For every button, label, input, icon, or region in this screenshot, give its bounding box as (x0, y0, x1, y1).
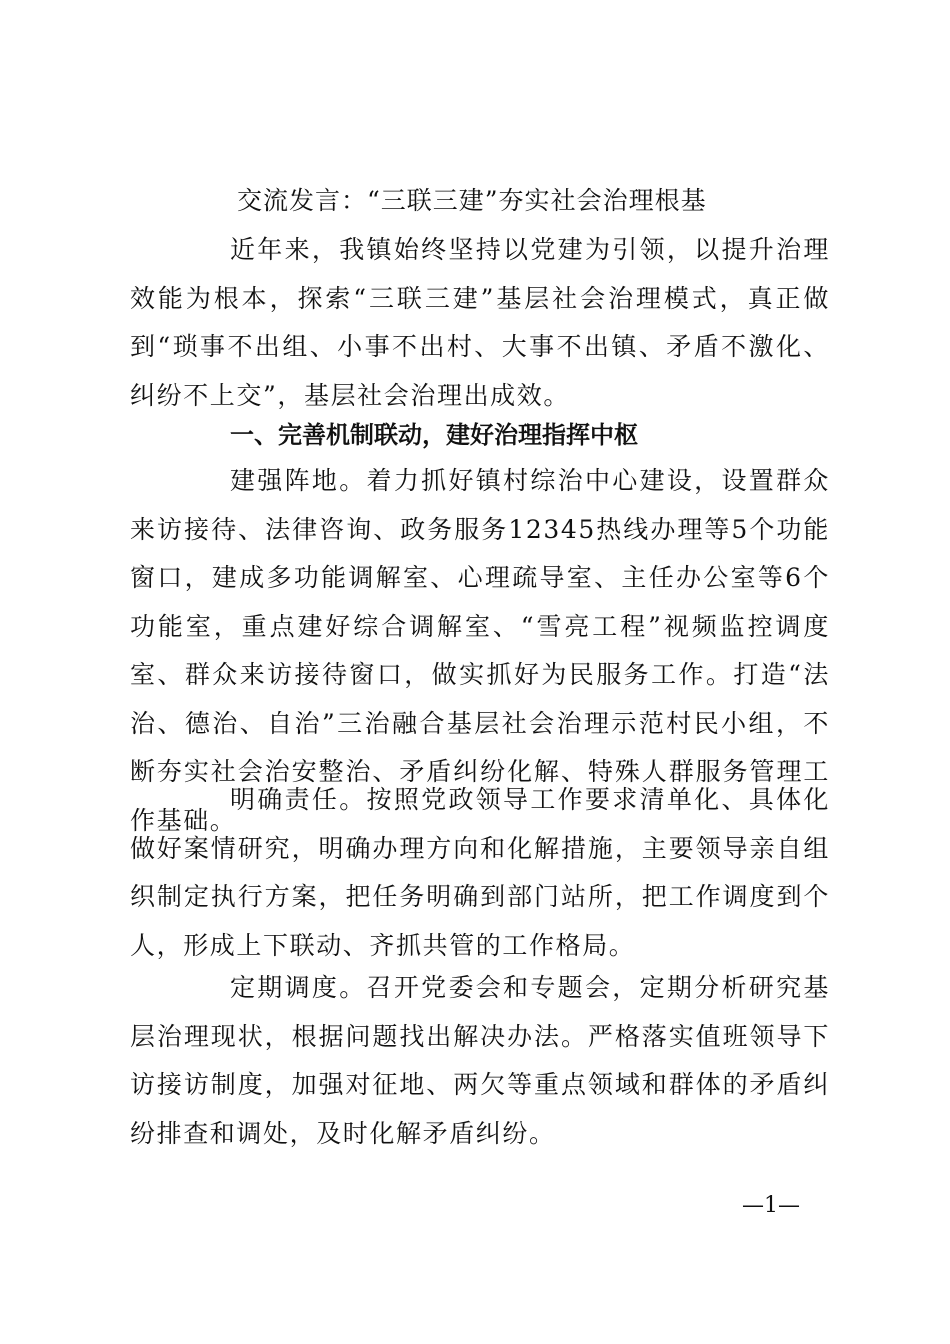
section-heading: 一、完善机制联动，建好治理指挥中枢 (230, 421, 638, 449)
intro-paragraph: 近年来，我镇始终坚持以党建为引领，以提升治理效能为根本，探索“三联三建”基层社会治理模式，真正做到“琐事不出组、小事不出村、大事不出镇、矛盾不激化、纠纷不上交”，基层社会治理出成效。 (130, 235, 830, 410)
paragraph-clarify-responsibility: 明确责任。按照党政领导工作要求清单化、具体化做好案情研究，明确办理方向和化解措施，主要领导亲自组织制定执行方案，把任务明确到部门站所，把工作调度到个人，形成上下联动、齐抓共管的工作格局。 (130, 785, 830, 960)
paragraph-regular-scheduling: 定期调度。召开党委会和专题会，定期分析研究基层治理现状，根据问题找出解决办法。严格落实值班领导下访接访制度，加强对征地、两欠等重点领域和群体的矛盾纠纷排查和调处，及时化解矛盾纠纷。 (130, 973, 830, 1148)
page-number: —1— (742, 1193, 800, 1218)
document-title: 交流发言：“三联三建”夯实社会治理根基 (237, 186, 707, 215)
paragraph-build-positions: 建强阵地。着力抓好镇村综治中心建设，设置群众来访接待、法律咨询、政务服务12345热线办理等5个功能窗口，建成多功能调解室、心理疏导室、主任办公室等6个功能室，重点建好综合调解室、“雪亮工程”视频监控调度室、群众来访接待窗口，做实抓好为民服务工作。打造“法治、德治、自治”三治融合基层社会治理示范村民小组，不断夯实社会治安整治、矛盾纠纷化解、特殊人群服务管理工作基础。 (130, 466, 830, 835)
